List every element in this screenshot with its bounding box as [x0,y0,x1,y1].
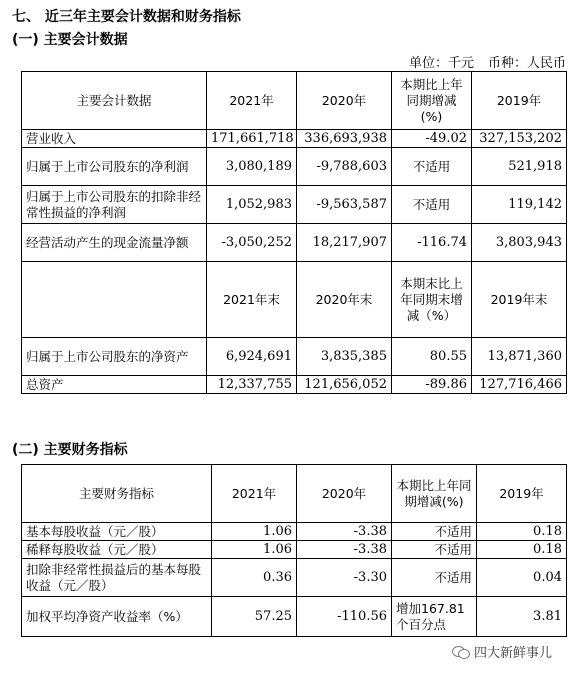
header-cell: 主要财务指标 [22,465,212,523]
wechat-icon [452,645,470,659]
table-header-row [22,72,567,130]
financial-indicators-title: (二) 主要财务指标 [12,442,128,458]
header-cell: 2021年 [212,465,297,523]
table-row: 总资产 12,337,755 121,656,052 -89.86 127,716,466 [22,376,567,394]
header-cell: 2021年末 [207,262,297,338]
table-header-row [22,465,567,523]
header-cell: 本期比上年同期增减(%) [392,72,472,130]
table-row: 归属于上市公司股东的扣除非经常性损益的净利润 1,052,983 -9,563,587 不适用 119,142 [22,186,567,224]
financial-indicators-table [21,464,567,637]
table-row: 基本每股收益（元／股） 1.06 -3.38 不适用 0.18 [22,523,567,541]
header-cell: 本期比上年同期增减(%) [392,465,477,523]
table-row: 扣除非经常性损益后的基本每股收益（元／股） 0.36 -3.30 不适用 0.04 [22,559,567,597]
header-cell [22,262,207,338]
header-cell: 主要会计数据 [22,72,207,130]
unit-currency-line [395,52,566,71]
header-cell: 2020年 [297,72,392,130]
header-cell: 2020年 [297,465,392,523]
table-row: 经营活动产生的现金流量净额 -3,050,252 18,217,907 -116.74 3,803,943 [22,224,567,262]
section-title: 七、 近三年主要会计数据和财务指标 [12,9,241,25]
accounting-data-title: (一) 主要会计数据 [12,32,128,48]
watermark [452,642,552,661]
table-row: 归属于上市公司股东的净资产 6,924,691 3,835,385 80.55 13,871,360 [22,338,567,376]
table-row: 归属于上市公司股东的净利润 3,080,189 -9,788,603 不适用 521,918 [22,148,567,186]
header-cell: 2020年末 [297,262,392,338]
watermark-text: 四大新鲜事儿 [474,646,553,661]
currency-label: 币种：人民币 [487,56,566,71]
header-cell: 2021年 [207,72,297,130]
accounting-data-table [21,71,567,394]
table-row: 加权平均净资产收益率（%） 57.25 -110.56 增加167.81个百分点 3.81 [22,597,567,637]
unit-label: 单位：千元 [408,56,474,71]
header-cell: 2019年 [472,72,567,130]
table-header-row [22,262,567,338]
table-row: 稀释每股收益（元／股） 1.06 -3.38 不适用 0.18 [22,541,567,559]
table-row: 营业收入 171,661,718 336,693,938 -49.02 327,153,202 [22,130,567,148]
header-cell: 2019年 [477,465,567,523]
header-cell: 2019年末 [472,262,567,338]
header-cell: 本期末比上年同期末增减（%） [392,262,472,338]
